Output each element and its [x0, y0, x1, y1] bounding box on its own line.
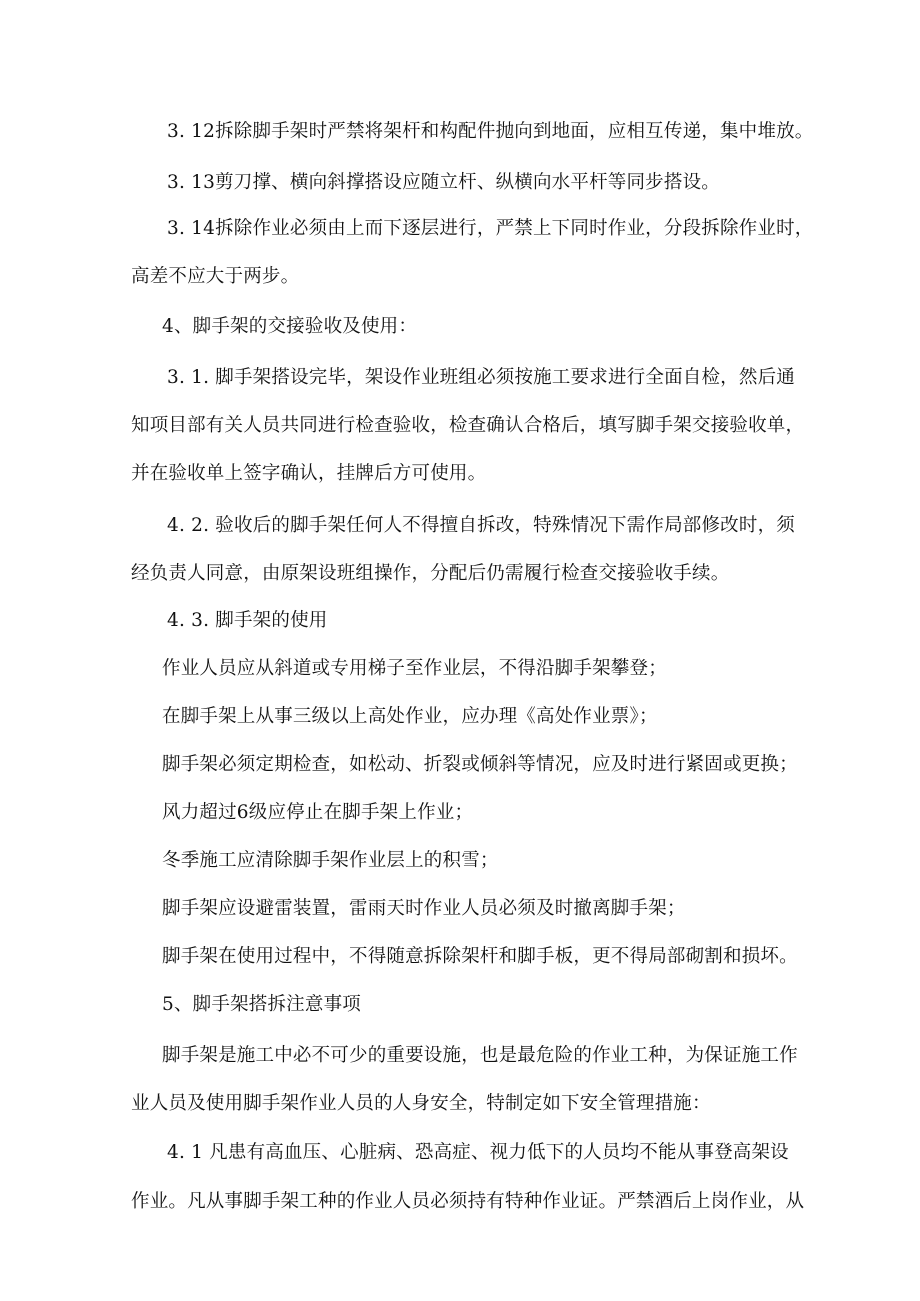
text-line-3-1-cont-2: 并在验收单上签字确认，挂牌后方可使用。	[131, 463, 487, 484]
text-line-4-2-cont: 经负责人同意，由原架设班组操作，分配后仍需履行检查交接验收手续。	[131, 563, 730, 584]
text-line-3-14-cont: 高差不应大于两步。	[131, 266, 300, 287]
text-line-4-1-cont: 作业。凡从事脚手架工种的作业人员必须持有特种作业证。严禁酒后上岗作业，从	[131, 1191, 805, 1212]
usage-rule-2: 在脚手架上从事三级以上高处作业，应办理《高处作业票》；	[162, 706, 658, 727]
usage-rule-5: 冬季施工应清除脚手架作业层上的积雪；	[162, 850, 499, 871]
usage-rule-3: 脚手架必须定期检查，如松动、折裂或倾斜等情况，应及时进行紧固或更换；	[162, 754, 798, 775]
usage-rule-1: 作业人员应从斜道或专用梯子至作业层，不得沿脚手架攀登；	[162, 658, 667, 679]
usage-rule-4: 风力超过6级应停止在脚手架上作业；	[162, 802, 474, 823]
text-line-3-12: 3. 12拆除脚手架时严禁将架杆和构配件抛向到地面，应相互传递，集中堆放。	[167, 121, 814, 142]
text-line-3-14: 3. 14拆除作业必须由上而下逐层进行，严禁上下同时作业，分段拆除作业时，	[167, 218, 814, 239]
section-heading-4: 4、脚手架的交接验收及使用：	[162, 316, 418, 337]
text-line-3-13: 3. 13剪刀撑、横向斜撑搭设应随立杆、纵横向水平杆等同步搭设。	[167, 172, 720, 193]
text-line-3-1: 3. 1. 脚手架搭设完毕，架设作业班组必须按施工要求进行全面自检，然后通	[167, 367, 795, 388]
text-line-4-2: 4. 2. 验收后的脚手架任何人不得擅自拆改，特殊情况下需作局部修改时，须	[167, 515, 795, 536]
paragraph-intro-cont: 业人员及使用脚手架作业人员的人身安全，特制定如下安全管理措施：	[131, 1093, 711, 1114]
paragraph-intro: 脚手架是施工中必不可少的重要设施，也是最危险的作业工种，为保证施工作	[162, 1045, 798, 1066]
text-line-3-1-cont-1: 知项目部有关人员共同进行检查验收，检查确认合格后，填写脚手架交接验收单，	[131, 415, 805, 436]
usage-rule-7: 脚手架在使用过程中，不得随意拆除架杆和脚手板，更不得局部砌割和损坏。	[162, 946, 798, 967]
text-line-4-3: 4. 3. 脚手架的使用	[167, 610, 328, 631]
section-heading-5: 5、脚手架搭拆注意事项	[162, 994, 361, 1015]
usage-rule-6: 脚手架应设避雷装置，雷雨天时作业人员必须及时撤离脚手架；	[162, 898, 686, 919]
text-line-4-1: 4. 1 凡患有高血压、心脏病、恐高症、视力低下的人员均不能从事登高架设	[167, 1142, 789, 1163]
